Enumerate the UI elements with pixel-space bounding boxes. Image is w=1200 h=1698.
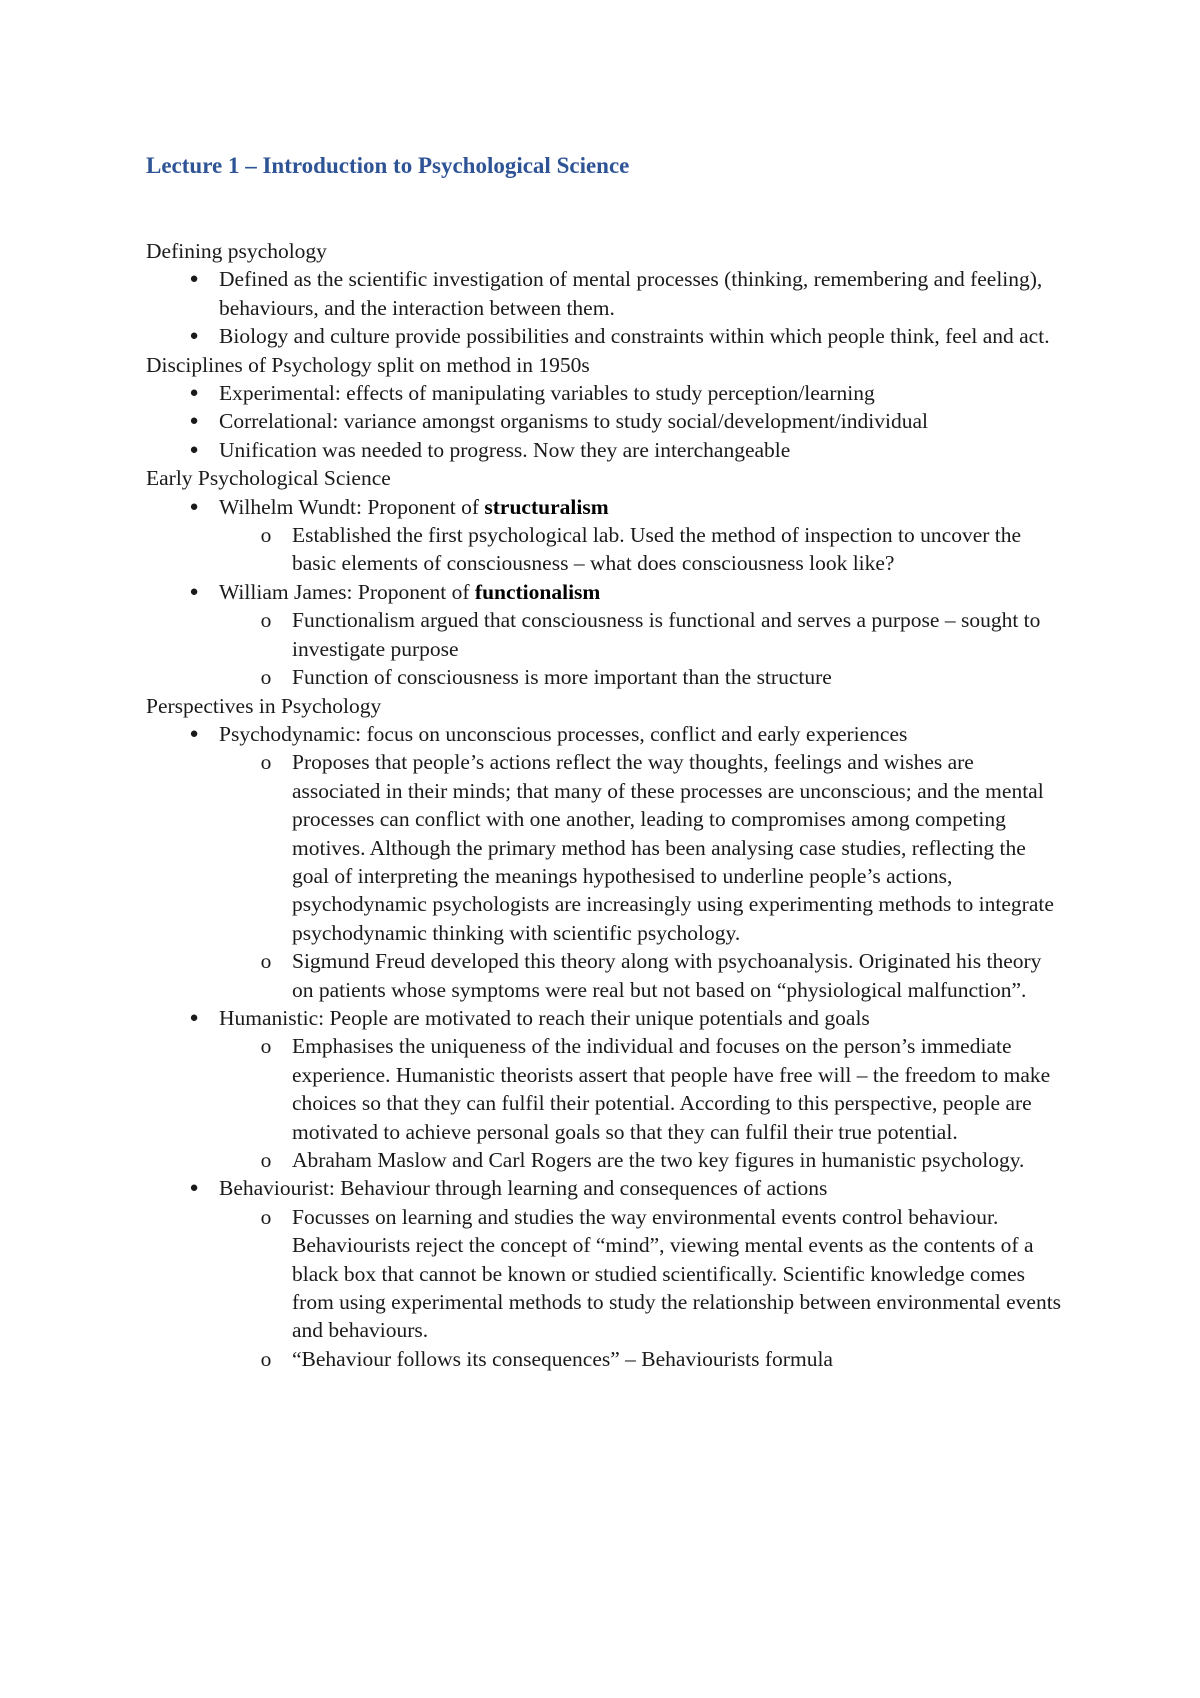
bullet-icon: ● xyxy=(189,1009,199,1026)
bullet-icon: ● xyxy=(189,583,199,600)
section-heading-defining: Defining psychology xyxy=(146,239,327,263)
bullet-icon: ● xyxy=(189,1180,199,1197)
defining-list xyxy=(146,265,1066,350)
disciplines-list xyxy=(146,379,1066,464)
sub-list xyxy=(219,1203,1066,1373)
bullet-icon: ● xyxy=(189,385,199,402)
bullet-icon: ● xyxy=(189,725,199,742)
sub-list-item: o Functionalism argued that consciousness is functional and serves a purpose – sought to investigate purpose xyxy=(219,606,1066,663)
sub-bullet-icon: o xyxy=(260,750,272,775)
sub-bullet-icon: o xyxy=(260,1346,272,1371)
sub-list-item: o Established the first psychological lab. Used the method of inspection to uncover the basic elements of consciousness – what does consciousness look like? xyxy=(219,521,1066,578)
list-item-james: ● William James: Proponent of functionalism o Functionalism argued that consciousness is functional and serves a purpose – sought to investigate purpose o Function of consciousness is more important than the structure xyxy=(146,578,1066,692)
bullet-icon: ● xyxy=(189,271,199,288)
term-structuralism: structuralism xyxy=(484,494,609,519)
sub-list xyxy=(219,1032,1066,1174)
list-item: ● Biology and culture provide possibilities and constraints within which people think, feel and act. xyxy=(146,322,1066,350)
section-heading-early: Early Psychological Science xyxy=(146,466,391,491)
bullet-icon: ● xyxy=(189,328,199,345)
sub-list-item: o Emphasises the uniqueness of the individual and focuses on the person’s immediate experience. Humanistic theorists assert that people have free will – the freedom to make choices so that they can fulfil their potential. According to this perspective, people are motivated to achieve personal goals so that they can fulfil their true potential. xyxy=(219,1032,1066,1146)
sub-list xyxy=(219,748,1066,1004)
section-heading-perspectives: Perspectives in Psychology xyxy=(146,693,382,718)
sub-bullet-icon: o xyxy=(260,523,272,548)
list-item: ● Correlational: variance amongst organisms to study social/development/individual xyxy=(146,407,1066,435)
sub-bullet-icon: o xyxy=(260,1034,272,1059)
sub-list-item: o Function of consciousness is more important than the structure xyxy=(219,663,1066,691)
bullet-icon: ● xyxy=(189,413,199,430)
sub-bullet-icon: o xyxy=(260,949,272,974)
term-functionalism: functionalism xyxy=(474,579,601,604)
sub-bullet-icon: o xyxy=(260,1204,272,1229)
list-item: ● Experimental: effects of manipulating variables to study perception/learning xyxy=(146,379,1066,407)
sub-list-item: o Focusses on learning and studies the way environmental events control behaviour. Behaviourists reject the concept of “mind”, viewing mental events as the contents of a black box that cannot be known or studied scientifically. Scientific knowledge comes from using experimental methods to study the relationship between environmental events and behaviours. xyxy=(219,1203,1066,1345)
bullet-icon: ● xyxy=(189,498,199,515)
sub-list-item: o Abraham Maslow and Carl Rogers are the two key figures in humanistic psychology. xyxy=(219,1146,1066,1174)
list-item-wundt: ● Wilhelm Wundt: Proponent of structuralism o Established the first psychological lab. Used the method of inspection to uncover the basic elements of consciousness – what does consciousness look like? xyxy=(146,493,1066,578)
page-title: Lecture 1 – Introduction to Psychological Science xyxy=(146,153,630,178)
list-item: ● Defined as the scientific investigation of mental processes (thinking, remembering and feeling), behaviours, and the interaction between them. xyxy=(146,265,1066,322)
bullet-icon: ● xyxy=(189,441,199,458)
list-item: ● Unification was needed to progress. Now they are interchangeable xyxy=(146,436,1066,464)
sub-bullet-icon: o xyxy=(260,1148,272,1172)
perspectives-list xyxy=(146,720,1066,1373)
section-heading-disciplines: Disciplines of Psychology split on method in 1950s xyxy=(146,352,590,377)
sub-list-item: o Proposes that people’s actions reflect the way thoughts, feelings and wishes are associated in their minds; that many of these processes are unconscious; and the mental processes can conflict with one another, leading to compromises among competing motives. Although the primary method has been analysing case studies, reflecting the goal of interpreting the meanings hypothesised to underline people’s actions, psychodynamic psychologists are increasingly using experimenting methods to integrate psychodynamic thinking with scientific psychology. xyxy=(219,748,1066,947)
sub-list xyxy=(219,521,1066,578)
sub-list-item: o “Behaviour follows its consequences” – Behaviourists formula xyxy=(219,1345,1066,1373)
list-item-psychodynamic: ● Psychodynamic: focus on unconscious processes, conflict and early experiences o Proposes that people’s actions reflect the way thoughts, feelings and wishes are associated in their minds; that many of these processes are unconscious; and the mental processes can conflict with one another, leading to compromises among competing motives. Although the primary method has been analysing case studies, reflecting the goal of interpreting the meanings hypothesised to underline people’s actions, psychodynamic psychologists are increasingly using experimenting methods to integrate psychodynamic thinking with scientific psychology. o Sigmund Freud developed this theory along with psychoanalysis. Originated his theory on patients whose symptoms were real but not based on “physiological malfunction”. xyxy=(146,720,1066,1004)
sub-list xyxy=(219,606,1066,691)
list-item-behaviourist: ● Behaviourist: Behaviour through learning and consequences of actions o Focusses on learning and studies the way environmental events control behaviour. Behaviourists reject the concept of “mind”, viewing mental events as the contents of a black box that cannot be known or studied scientifically. Scientific knowledge comes from using experimental methods to study the relationship between environmental events and behaviours. o “Behaviour follows its consequences” – Behaviourists formula xyxy=(146,1174,1066,1373)
sub-bullet-icon: o xyxy=(260,608,272,633)
document-body xyxy=(146,237,1066,1373)
sub-bullet-icon: o xyxy=(260,665,272,690)
list-item-humanistic: ● Humanistic: People are motivated to reach their unique potentials and goals o Emphasises the uniqueness of the individual and focuses on the person’s immediate experience. Humanistic theorists assert that people have free will – the freedom to make choices so that they can fulfil their potential. According to this perspective, people are motivated to achieve personal goals so that they can fulfil their true potential. o Abraham Maslow and Carl Rogers are the two key figures in humanistic psychology. xyxy=(146,1004,1066,1174)
sub-list-item: o Sigmund Freud developed this theory along with psychoanalysis. Originated his theory on patients whose symptoms were real but not based on “physiological malfunction”. xyxy=(219,947,1066,1004)
early-list xyxy=(146,493,1066,692)
